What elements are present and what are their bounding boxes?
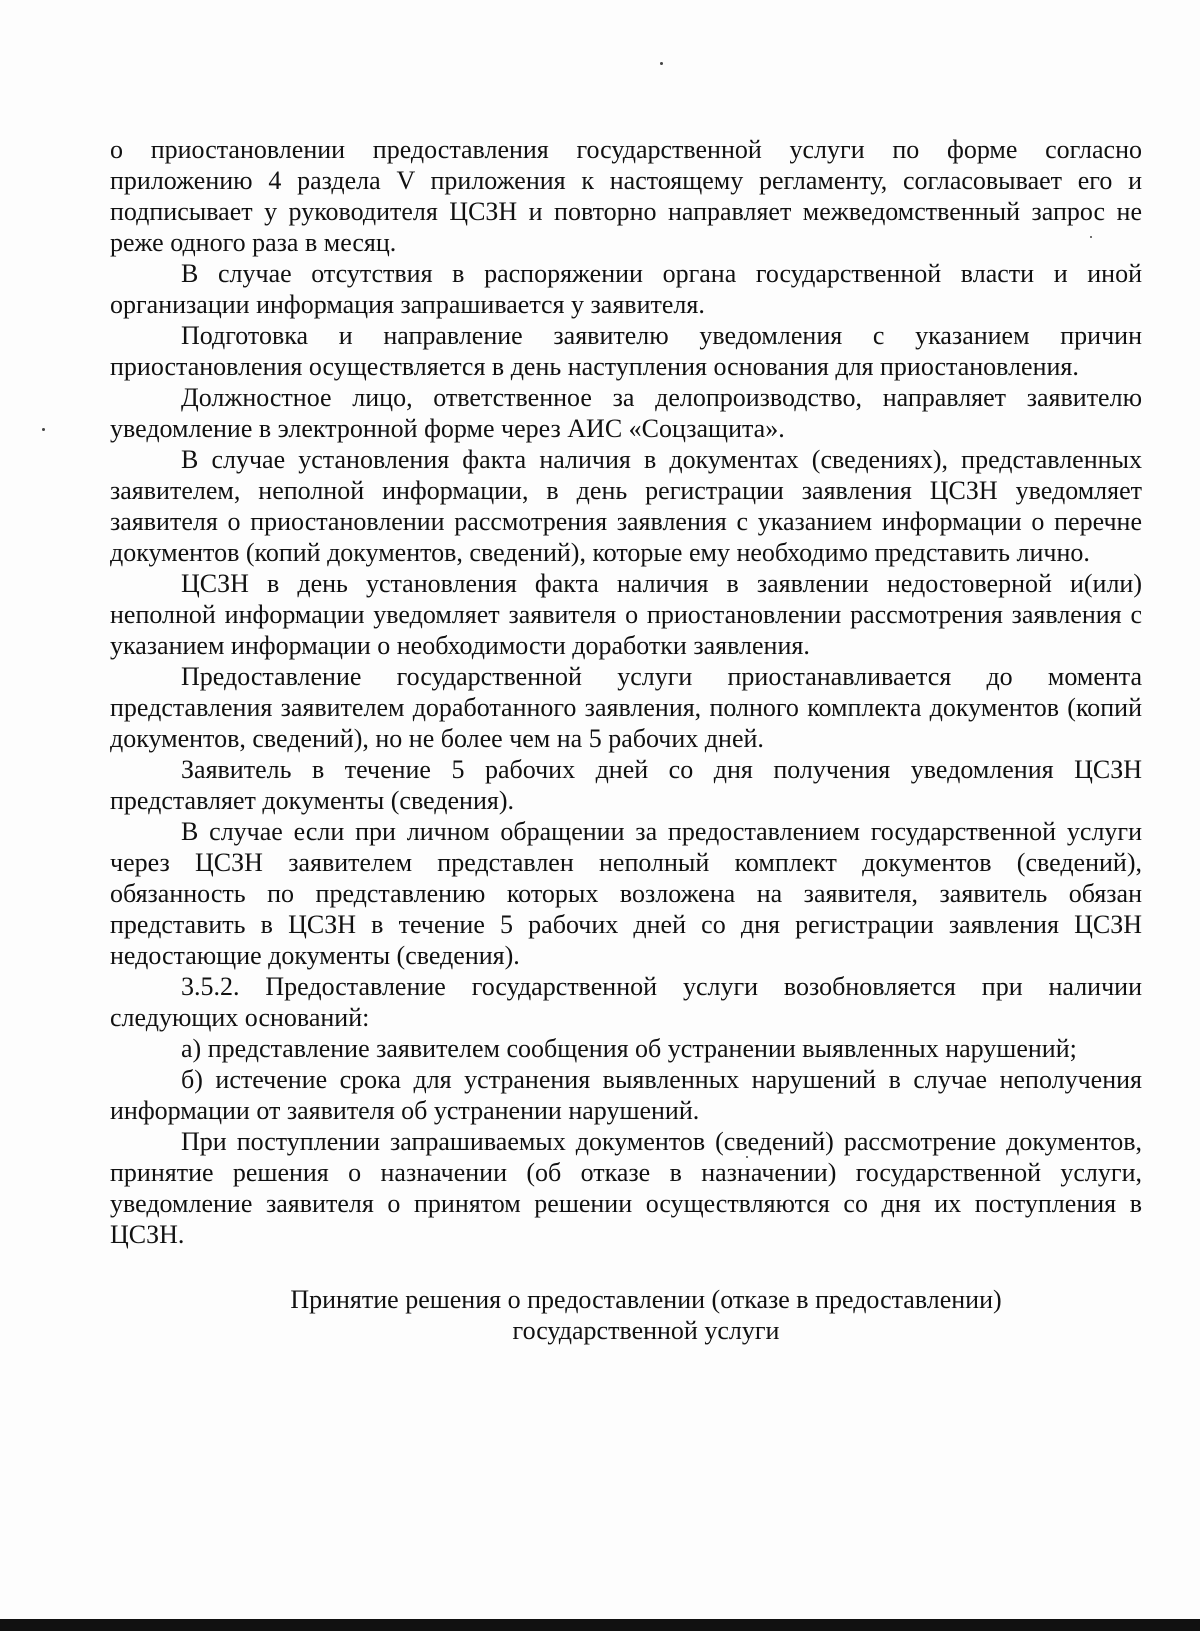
paragraph: В случае установления факта наличия в документах (сведениях), представленных заявителем, неполной информации, в день регистрации заявления ЦСЗН уведомляет заявителя о приостановлении рассмотрения заявления с указанием информации о перечне документов (копий документов, сведений), которые ему необходимо представить лично.: [110, 445, 1142, 567]
paragraph: В случае отсутствия в распоряжении органа государственной власти и иной организации информация запрашивается у заявителя.: [110, 259, 1142, 319]
paragraph: Подготовка и направление заявителю уведомления с указанием причин приостановления осуществляется в день наступления основания для приостановления.: [110, 321, 1142, 381]
paragraph: Предоставление государственной услуги приостанавливается до момента представления заявителем доработанного заявления, полного комплекта документов (копий документов, сведений), но не более чем на 5 рабочих дней.: [110, 662, 1142, 753]
section-heading-line-2: государственной услуги: [512, 1316, 780, 1345]
paragraph-continuation: о приостановлении предоставления государственной услуги по форме согласно приложению 4 раздела V приложения к настоящему регламенту, согласовывает его и подписывает у руководителя ЦСЗН и повторно направляет межведомственный запрос не реже одного раза в месяц.: [110, 135, 1142, 257]
scan-edge-shadow: [0, 1619, 1200, 1631]
document-body: [110, 134, 1142, 1346]
list-item-a: а) представление заявителем сообщения об устранении выявленных нарушений;: [181, 1034, 1077, 1063]
list-item-b: б) истечение срока для устранения выявленных нарушений в случае неполучения информации от заявителя об устранении нарушений.: [110, 1065, 1142, 1125]
scan-speck: [660, 62, 663, 65]
paragraph-clause-3-5-2: 3.5.2. Предоставление государственной услуги возобновляется при наличии следующих оснований:: [110, 972, 1142, 1032]
paragraph: При поступлении запрашиваемых документов (сведений) рассмотрение документов, принятие решения о назначении (об отказе в назначении) государственной услуги, уведомление заявителя о принятом решении осуществляются со дня их поступления в ЦСЗН.: [110, 1127, 1142, 1249]
paragraph: Должностное лицо, ответственное за делопроизводство, направляет заявителю уведомление в электронной форме через АИС «Соцзащита».: [110, 383, 1142, 443]
paragraph: ЦСЗН в день установления факта наличия в заявлении недостоверной и(или) неполной информации уведомляет заявителя о приостановлении рассмотрения заявления с указанием информации о необходимости доработки заявления.: [110, 569, 1142, 660]
section-heading: [110, 1284, 1142, 1346]
section-heading-line-1: Принятие решения о предоставлении (отказе в предоставлении): [290, 1285, 1002, 1314]
scan-speck: [1090, 236, 1092, 238]
scan-speck: [42, 428, 45, 431]
paragraph: Заявитель в течение 5 рабочих дней со дня получения уведомления ЦСЗН представляет документы (сведения).: [110, 755, 1142, 815]
scan-speck: [746, 1156, 748, 1158]
paragraph: В случае если при личном обращении за предоставлением государственной услуги через ЦСЗН заявителем представлен неполный комплект документов (сведений), обязанность по представлению которых возложена на заявителя, заявитель обязан представить в ЦСЗН в течение 5 рабочих дней со дня регистрации заявления ЦСЗН недостающие документы (сведения).: [110, 817, 1142, 970]
